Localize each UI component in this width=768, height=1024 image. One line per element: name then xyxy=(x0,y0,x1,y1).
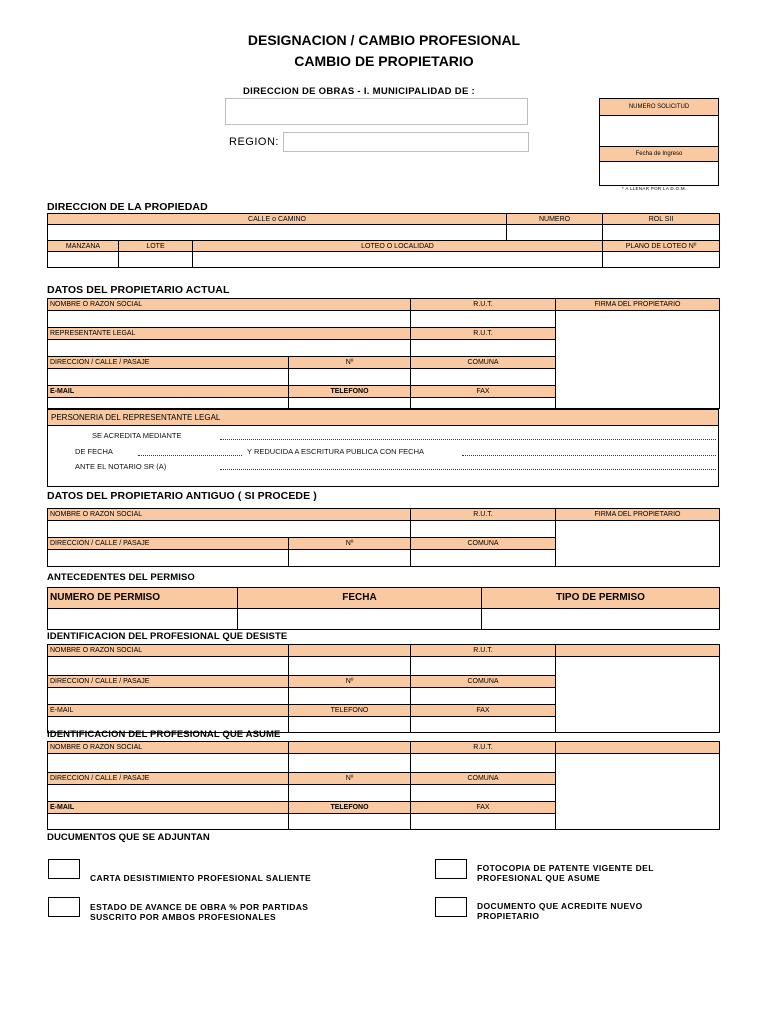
personeria-escritura-field[interactable] xyxy=(462,455,716,456)
doc-propietario-label-1: DOCUMENTO QUE ACREDITE NUEVO xyxy=(477,901,643,911)
actual-telefono-field[interactable] xyxy=(289,398,411,409)
loteo-field[interactable] xyxy=(193,252,603,268)
actual-comuna-label: COMUNA xyxy=(411,357,556,369)
asume-email-label: E-MAIL xyxy=(48,802,289,814)
doc-patente-label-2: PROFESIONAL QUE ASUME xyxy=(477,873,601,883)
numero-solicitud-label: NUMERO SOLICITUD xyxy=(600,99,719,116)
actual-email-label: E-MAIL xyxy=(48,386,289,398)
actual-fax-label: FAX xyxy=(411,386,556,398)
desiste-fax-label: FAX xyxy=(411,705,556,717)
desiste-firma-field[interactable] xyxy=(556,657,720,733)
actual-rut-label: R.U.T. xyxy=(411,299,556,311)
desiste-no-field[interactable] xyxy=(289,688,411,705)
actual-no-field[interactable] xyxy=(289,369,411,386)
doc-patente-checkbox[interactable] xyxy=(435,859,467,879)
desiste-extra-label xyxy=(556,645,720,657)
desiste-comuna-label: COMUNA xyxy=(411,676,556,688)
asume-fax-field[interactable] xyxy=(411,814,556,830)
calle-label: CALLE o CAMINO xyxy=(48,214,507,225)
desiste-nombre-label: NOMBRE O RAZON SOCIAL xyxy=(48,645,289,657)
permiso-fecha-field[interactable] xyxy=(238,609,482,630)
region-label: REGION: xyxy=(229,136,279,148)
actual-nombre-field[interactable] xyxy=(48,311,411,328)
manzana-label: MANZANA xyxy=(48,241,119,252)
doc-carta-label: CARTA DESISTIMIENTO PROFESIONAL SALIENTE xyxy=(90,873,312,883)
asume-telefono-label: TELEFONO xyxy=(289,802,411,814)
representante-label: REPRESENTANTE LEGAL xyxy=(48,328,411,340)
propiedad-table xyxy=(47,213,720,268)
asume-telefono-field[interactable] xyxy=(289,814,411,830)
antiguo-direccion-field[interactable] xyxy=(48,550,289,567)
doc-avance-checkbox[interactable] xyxy=(48,897,80,917)
asume-no-field[interactable] xyxy=(289,785,411,802)
actual-comuna-field[interactable] xyxy=(411,369,556,386)
personeria-line1-field[interactable] xyxy=(220,439,716,440)
asume-rut-field[interactable] xyxy=(411,754,556,773)
desiste-no-label: Nº xyxy=(289,676,411,688)
actual-direccion-label: DIRECCION / CALLE / PASAJE xyxy=(48,357,289,369)
permiso-tipo-label: TIPO DE PERMISO xyxy=(482,588,720,609)
asume-firma-field[interactable] xyxy=(556,754,720,830)
desiste-rut-label: R.U.T. xyxy=(411,645,556,657)
asume-comuna-field[interactable] xyxy=(411,785,556,802)
actual-firma-label: FIRMA DEL PROPIETARIO xyxy=(556,299,720,311)
desiste-rut-field[interactable] xyxy=(411,657,556,676)
lote-field[interactable] xyxy=(119,252,193,268)
doc-carta-checkbox[interactable] xyxy=(48,859,80,879)
desiste-telefono-field[interactable] xyxy=(289,717,411,733)
desiste-direccion-label: DIRECCION / CALLE / PASAJE xyxy=(48,676,289,688)
numero-field[interactable] xyxy=(507,225,603,241)
doc-propietario-checkbox[interactable] xyxy=(435,897,467,917)
loteo-label: LOTEO O LOCALIDAD xyxy=(193,241,603,252)
antiguo-rut-label: R.U.T. xyxy=(411,509,556,521)
antiguo-comuna-field[interactable] xyxy=(411,550,556,567)
actual-email-field[interactable] xyxy=(48,398,289,409)
desiste-table xyxy=(47,644,720,733)
asume-fax-label: FAX xyxy=(411,802,556,814)
doc-patente-label-1: FOTOCOPIA DE PATENTE VIGENTE DEL xyxy=(477,863,654,873)
actual-section-title: DATOS DEL PROPIETARIO ACTUAL xyxy=(47,284,230,296)
permiso-fecha-label: FECHA xyxy=(238,588,482,609)
fecha-ingreso-field[interactable] xyxy=(600,162,719,186)
doc-avance-label-1: ESTADO DE AVANCE DE OBRA % POR PARTIDAS xyxy=(90,902,309,912)
actual-table xyxy=(47,298,720,409)
manzana-field[interactable] xyxy=(48,252,119,268)
asume-extra-label xyxy=(556,742,720,754)
numero-label: NUMERO xyxy=(507,214,603,225)
asume-blank-field[interactable] xyxy=(289,754,411,773)
personeria-title: PERSONERIA DEL REPRESENTANTE LEGAL xyxy=(48,410,718,426)
desiste-fax-field[interactable] xyxy=(411,717,556,733)
antiguo-firma-label: FIRMA DEL PROPIETARIO xyxy=(556,509,720,521)
actual-no-label: Nº xyxy=(289,357,411,369)
asume-comuna-label: COMUNA xyxy=(411,773,556,785)
desiste-nombre-field[interactable] xyxy=(48,657,289,676)
asume-table xyxy=(47,741,720,830)
antiguo-firma-field[interactable] xyxy=(556,521,720,567)
permiso-numero-label: NUMERO DE PERMISO xyxy=(48,588,238,609)
propiedad-section-title: DIRECCION DE LA PROPIEDAD xyxy=(47,201,208,213)
antiguo-section-title: DATOS DEL PROPIETARIO ANTIGUO ( SI PROCEDE ) xyxy=(47,490,317,502)
permiso-table xyxy=(47,587,720,630)
asume-blank-label xyxy=(289,742,411,754)
doc-propietario-label-2: PROPIETARIO xyxy=(477,911,540,921)
antiguo-no-label: Nº xyxy=(289,538,411,550)
form-title: DESIGNACION / CAMBIO PROFESIONAL xyxy=(247,32,521,48)
actual-firma-field[interactable] xyxy=(556,311,720,409)
numero-solicitud-field[interactable] xyxy=(600,116,719,147)
personeria-fecha-field[interactable] xyxy=(138,455,242,456)
asume-rut-label: R.U.T. xyxy=(411,742,556,754)
doc-avance-label-2: SUSCRITO POR AMBOS PROFESIONALES xyxy=(90,912,277,922)
documentos-section-title: DUCUMENTOS QUE SE ADJUNTAN xyxy=(47,832,210,843)
asume-direccion-label: DIRECCION / CALLE / PASAJE xyxy=(48,773,289,785)
actual-rut-field[interactable] xyxy=(411,311,556,328)
antiguo-direccion-label: DIRECCION / CALLE / PASAJE xyxy=(48,538,289,550)
personeria-line3: ANTE EL NOTARIO SR (A) xyxy=(75,462,167,471)
direccion-obras-label: DIRECCION DE OBRAS - I. MUNICIPALIDAD DE : xyxy=(243,86,475,97)
antiguo-table xyxy=(47,508,720,567)
permiso-numero-field[interactable] xyxy=(48,609,238,630)
asume-email-field[interactable] xyxy=(48,814,289,830)
fecha-ingreso-label: Fecha de Ingreso xyxy=(600,147,719,162)
personeria-line2a: DE FECHA xyxy=(75,447,113,456)
permiso-tipo-field[interactable] xyxy=(482,609,720,630)
asume-section-title: IDENTIFICACION DEL PROFESIONAL QUE ASUME xyxy=(47,729,281,740)
actual-direccion-field[interactable] xyxy=(48,369,289,386)
solicitud-box xyxy=(599,98,719,186)
actual-nombre-label: NOMBRE O RAZON SOCIAL xyxy=(48,299,411,311)
permiso-section-title: ANTECEDENTES DEL PERMISO xyxy=(47,572,195,583)
personeria-line2b: Y REDUCIDA A ESCRITURA PUBLICA CON FECHA xyxy=(247,447,424,456)
personeria-line1: SE ACREDITA MEDIANTE xyxy=(92,431,182,440)
rol-field[interactable] xyxy=(603,225,720,241)
desiste-comuna-field[interactable] xyxy=(411,688,556,705)
plano-label: PLANO DE LOTEO Nº xyxy=(603,241,720,252)
desiste-section-title: IDENTIFICACION DEL PROFESIONAL QUE DESISTE xyxy=(47,631,288,642)
calle-field[interactable] xyxy=(48,225,507,241)
desiste-direccion-field[interactable] xyxy=(48,688,289,705)
desiste-blank-field[interactable] xyxy=(289,657,411,676)
actual-telefono-label: TELEFONO xyxy=(289,386,411,398)
representante-rut-label: R.U.T. xyxy=(411,328,556,340)
desiste-telefono-label: TELEFONO xyxy=(289,705,411,717)
asume-direccion-field[interactable] xyxy=(48,785,289,802)
solicitud-note: * A LLENAR POR LA D.O.M. xyxy=(622,186,687,191)
lote-label: LOTE xyxy=(119,241,193,252)
desiste-email-label: E-MAIL xyxy=(48,705,289,717)
antiguo-no-field[interactable] xyxy=(289,550,411,567)
plano-field[interactable] xyxy=(603,252,720,268)
representante-rut-field[interactable] xyxy=(411,340,556,357)
actual-fax-field[interactable] xyxy=(411,398,556,409)
representante-field[interactable] xyxy=(48,340,411,357)
asume-no-label: Nº xyxy=(289,773,411,785)
rol-label: ROL SII xyxy=(603,214,720,225)
municipalidad-input[interactable] xyxy=(225,98,528,125)
antiguo-nombre-field[interactable] xyxy=(48,521,411,538)
personeria-notario-field[interactable] xyxy=(220,469,716,470)
antiguo-nombre-label: NOMBRE O RAZON SOCIAL xyxy=(48,509,411,521)
asume-nombre-label: NOMBRE O RAZON SOCIAL xyxy=(48,742,289,754)
region-input[interactable] xyxy=(283,132,529,152)
antiguo-rut-field[interactable] xyxy=(411,521,556,538)
antiguo-comuna-label: COMUNA xyxy=(411,538,556,550)
form-subtitle: CAMBIO DE PROPIETARIO xyxy=(294,53,474,69)
desiste-blank-label xyxy=(289,645,411,657)
asume-nombre-field[interactable] xyxy=(48,754,289,773)
